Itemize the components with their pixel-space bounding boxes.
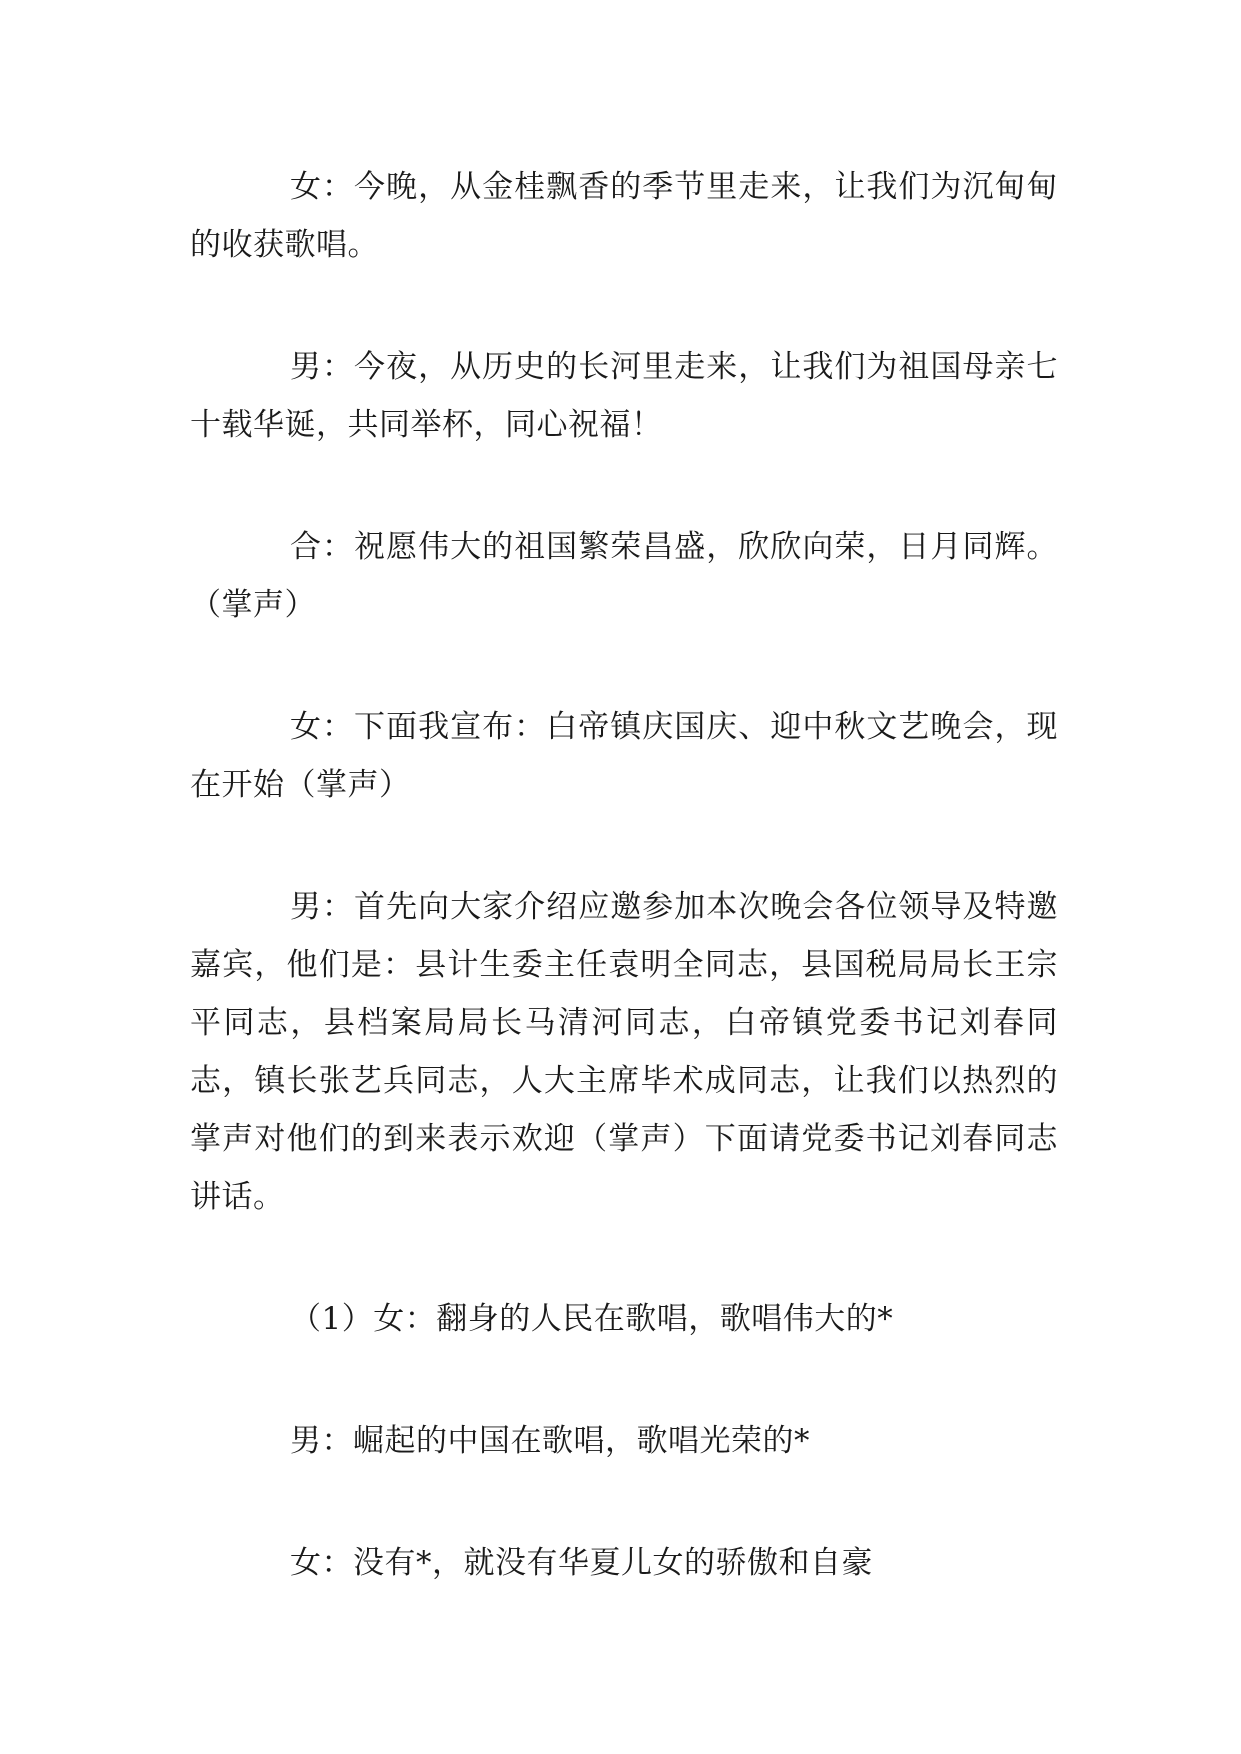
paragraph-introduce-guests: 男：首先向大家介绍应邀参加本次晚会各位领导及特邀嘉宾，他们是：县计生委主任袁明全同志，县国税局局长王宗平同志，县档案局局长马清河同志，白帝镇党委书记刘春同志，镇长张艺兵同志，人大主席毕术成同志，让我们以热烈的掌声对他们的到来表示欢迎（掌声）下面请党委书记刘春同志讲话。 <box>190 889 1058 1215</box>
paragraph-announce-start: 女：下面我宣布：白帝镇庆国庆、迎中秋文艺晚会，现在开始（掌声） <box>190 709 1058 803</box>
document-body <box>190 158 1058 1656</box>
paragraph-female-opening: 女：今晚，从金桂飘香的季节里走来，让我们为沉甸甸的收获歌唱。 <box>190 169 1058 263</box>
paragraph-male-opening: 男：今夜，从历史的长河里走来，让我们为祖国母亲七十载华诞，共同举杯，同心祝福！ <box>190 349 1058 443</box>
paragraph-section-one-female: （1）女：翻身的人民在歌唱，歌唱伟大的* <box>290 1301 894 1337</box>
paragraph-together-wish: 合：祝愿伟大的祖国繁荣昌盛，欣欣向荣，日月同辉。（掌声） <box>190 529 1058 623</box>
paragraph-section-one-male: 男：崛起的中国在歌唱，歌唱光荣的* <box>290 1423 810 1459</box>
paragraph-section-one-female-2: 女：没有*，就没有华夏儿女的骄傲和自豪 <box>290 1545 873 1581</box>
